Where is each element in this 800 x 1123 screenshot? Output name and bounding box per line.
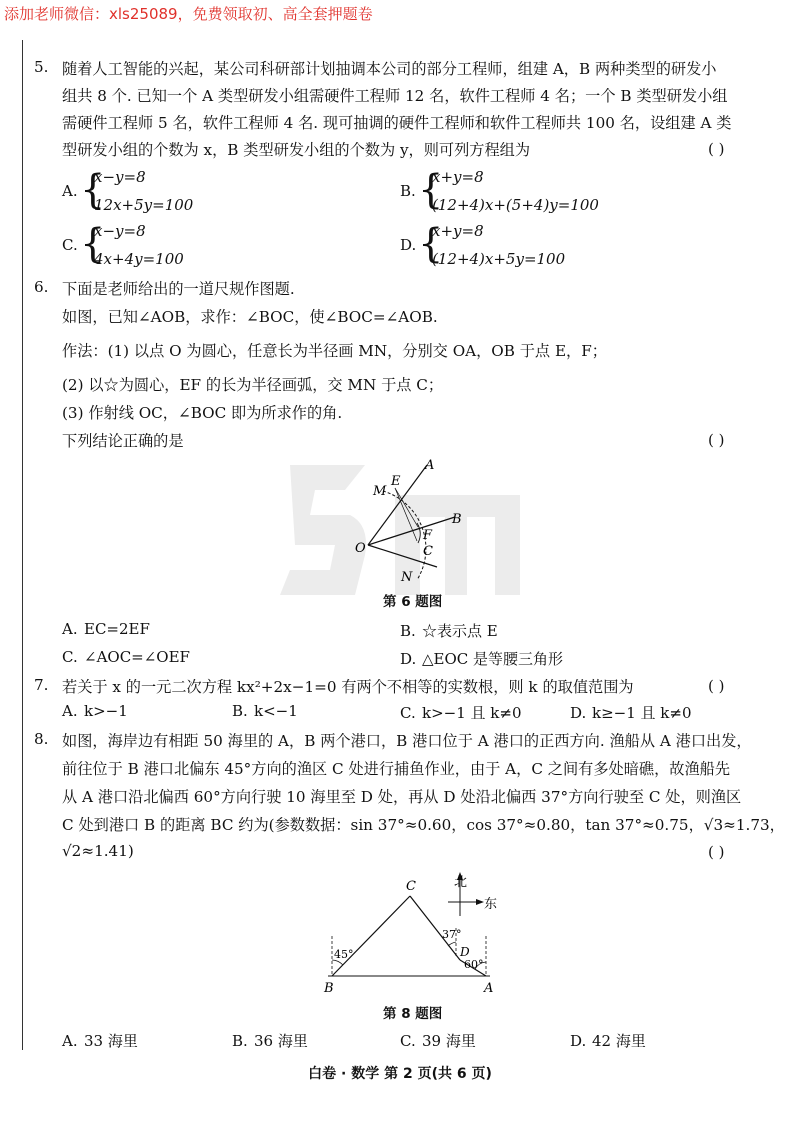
q6-label-a: A (425, 458, 435, 473)
q6-line-2: 如图，已知∠AOB，求作：∠BOC，使∠BOC=∠AOB. (62, 308, 438, 326)
q8-label-60: 60° (464, 958, 484, 971)
q6-label-b: B (452, 512, 462, 527)
q8-label-45: 45° (334, 948, 354, 961)
q6-label-o: O (355, 541, 366, 556)
q8-label-north: 北 (454, 875, 468, 890)
q8-arc-37 (448, 942, 456, 946)
q5-option-c-eq1: x−y=8 (94, 222, 146, 240)
margin-rule (22, 40, 23, 1050)
q8-line-3: 从 A 港口沿北偏西 60°方向行驶 10 海里至 D 处，再从 D 处沿北偏西 37°方向行驶至 C 处，则渔区 (62, 788, 742, 806)
q5-option-c-label: C. (62, 236, 78, 254)
q5-option-a-eq2: 12x+5y=100 (94, 196, 194, 214)
q6-option-d: D. △EOC 是等腰三角形 (400, 650, 564, 668)
q6-label-n: N (401, 570, 413, 585)
q5-option-a-eq1: x−y=8 (94, 168, 146, 186)
q5-option-d-eq1: x+y=8 (432, 222, 484, 240)
q7-option-b: B. k<−1 (232, 702, 298, 720)
q6-ray-ob (368, 517, 455, 545)
q8-line-1: 如图，海岸边有相距 50 海里的 A，B 两个港口，B 港口位于 A 港口的正西方向. 渔船从 A 港口出发， (62, 732, 752, 750)
q8-label-a: A (484, 981, 494, 993)
q8-option-a: A. 33 海里 (62, 1032, 138, 1050)
q6-option-c: C. ∠AOC=∠OEF (62, 648, 190, 666)
q8-segment-bc (332, 896, 410, 976)
q8-label-east: 东 (484, 897, 498, 912)
q8-caption: 第 8 题图 (383, 1006, 443, 1022)
q8-answer-paren: ( ) (708, 843, 725, 861)
q8-label-c: C (406, 879, 416, 894)
q6-option-a: A. EC=2EF (62, 620, 150, 638)
q5-option-d-eq2: (12+4)x+5y=100 (432, 250, 566, 268)
q6-line-3: 作法：(1) 以点 O 为圆心，任意长为半径画 MN，分别交 OA，OB 于点 E，F； (62, 342, 607, 360)
q5-option-b-eq1: x+y=8 (432, 168, 484, 186)
q8-option-d: D. 42 海里 (570, 1032, 646, 1050)
q6-label-m: M (373, 484, 387, 499)
q5-line-1: 随着人工智能的兴起，某公司科研部计划抽调本公司的部分工程师，组建 A，B 两种类型的研发小 (62, 60, 717, 78)
q6-answer-paren: ( ) (708, 431, 725, 449)
q5-line-4: 型研发小组的个数为 x，B 类型研发小组的个数为 y，则可列方程组为 (62, 141, 531, 159)
q8-label-37: 37° (442, 928, 462, 941)
q5-option-d-label: D. (400, 236, 417, 254)
q6-line-1: 下面是老师给出的一道尺规作图题. (62, 280, 295, 298)
q8-line-2: 前往位于 B 港口北偏东 45°方向的渔区 C 处进行捕鱼作业，由于 A，C 之间有多处暗礁，故渔船先 (62, 760, 731, 778)
q5-line-3: 需硬件工程师 5 名，软件工程师 4 名. 现可抽调的硬件工程师和软件工程师共 100 名，设组建 A 类 (62, 114, 732, 132)
q6-line-6: 下列结论正确的是 (62, 432, 184, 450)
q8-option-c: C. 39 海里 (400, 1032, 476, 1050)
q7-answer-paren: ( ) (708, 677, 725, 695)
q8-figure (318, 868, 508, 993)
q6-caption: 第 6 题图 (383, 594, 443, 610)
q5-option-c-brace: { (80, 221, 106, 267)
q5-option-b-eq2: (12+4)x+(5+4)y=100 (432, 196, 599, 214)
q8-compass-east-arrow (476, 899, 484, 905)
q6-label-c: C (423, 544, 433, 559)
q7-line-1: 若关于 x 的一元二次方程 kx²+2x−1=0 有两个不相等的实数根，则 k 的取值范围为 (62, 678, 634, 696)
q5-line-2: 组共 8 个. 已知一个 A 类型研发小组需硬件工程师 12 名，软件工程师 4 名；一个 B 类型研发小组 (62, 87, 728, 105)
q7-number: 7. (34, 676, 49, 694)
q6-figure (325, 455, 495, 590)
q7-option-c: C. k>−1 且 k≠0 (400, 704, 522, 722)
q6-option-b: B. ☆表示点 E (400, 622, 498, 640)
q6-line-5: (3) 作射线 OC，∠BOC 即为所求作的角. (62, 404, 343, 422)
q5-number: 5. (34, 58, 49, 76)
q7-option-a: A. k>−1 (62, 702, 128, 720)
q8-line-5: √2≈1.41) (62, 842, 134, 860)
contact-watermark: 添加老师微信：xls25089，免费领取初、高全套押题卷 (4, 5, 373, 23)
q5-option-d-brace: { (418, 221, 444, 267)
q8-number: 8. (34, 730, 49, 748)
q8-line-4: C 处到港口 B 的距离 BC 约为(参数数据：sin 37°≈0.60，cos 37°≈0.80，tan 37°≈0.75，√3≈1.73， (62, 816, 785, 834)
q6-label-f: F (423, 528, 433, 543)
q5-answer-paren: ( ) (708, 140, 725, 158)
q5-option-b-label: B. (400, 182, 416, 200)
q6-number: 6. (34, 278, 49, 296)
q5-option-c-eq2: 4x+4y=100 (94, 250, 184, 268)
q8-label-d: D (460, 945, 470, 959)
q6-label-e: E (391, 474, 401, 489)
page-footer: 白卷 · 数学 第 2 页(共 6 页) (308, 1066, 492, 1082)
q8-label-b: B (324, 981, 334, 993)
q6-chord-ef (395, 488, 418, 527)
q5-option-b-brace: { (418, 167, 444, 213)
q5-option-a-label: A. (62, 182, 78, 200)
q7-option-d: D. k≥−1 且 k≠0 (570, 704, 692, 722)
q5-option-a-brace: { (80, 167, 106, 213)
q6-line-4: (2) 以☆为圆心，EF 的长为半径画弧，交 MN 于点 C； (62, 376, 444, 394)
q8-option-b: B. 36 海里 (232, 1032, 308, 1050)
